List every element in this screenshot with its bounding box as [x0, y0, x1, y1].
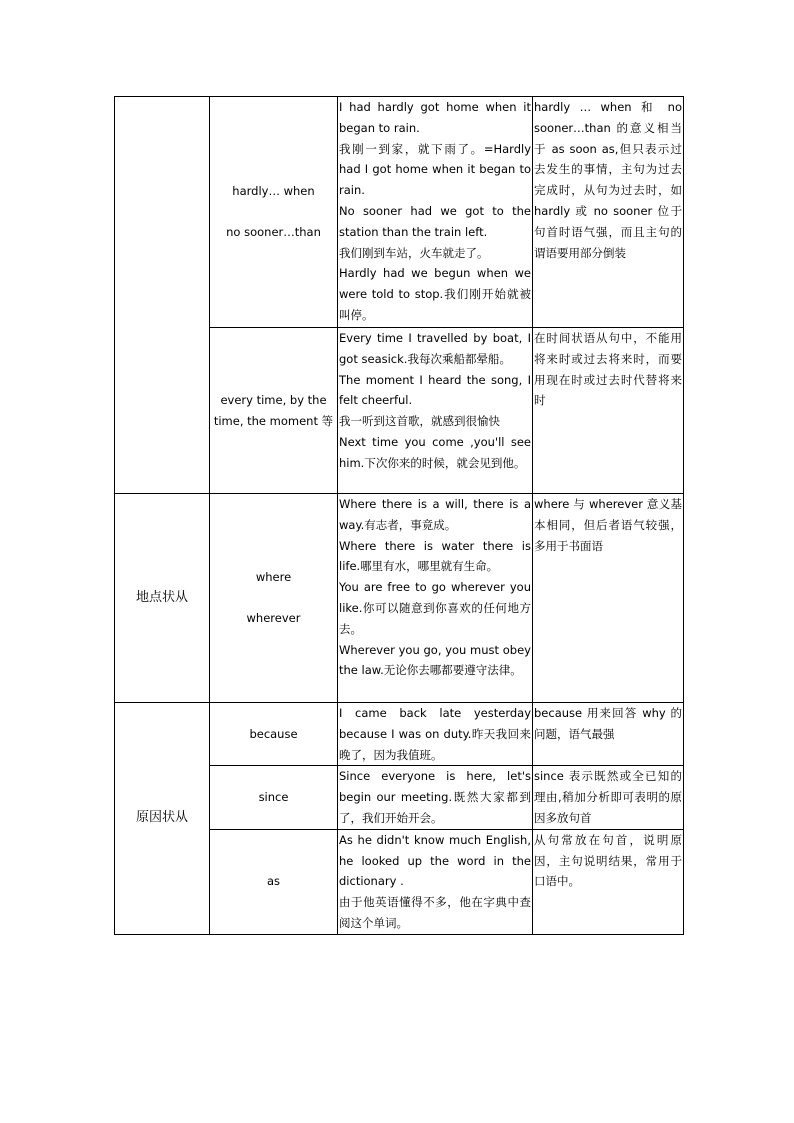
- example-text: The moment I heard the song, I felt cheerful.: [339, 372, 531, 408]
- note-text: 从句常放在句首，说明原因，主句说明结果，常用于口语中。: [534, 832, 682, 889]
- example-text: Since everyone is here, let's begin our meeting.既然大家都到了，我们开始开会。: [339, 769, 531, 825]
- example-text: As he didn't know much English, he looked up the word in the dictionary .: [339, 832, 531, 889]
- note-text: since 表示既然或全已知的理由,稍加分析即可表明的原因多放句首: [534, 769, 682, 825]
- example-text: I came back late yesterday because I was on duty.昨天我回来晚了，因为我值班。: [339, 706, 531, 762]
- keyword-cell: [210, 97, 338, 328]
- adverbial-clause-table: [114, 96, 684, 935]
- example-text: Hardly had we begun when we were told to stop.我们刚开始就被叫停。: [339, 266, 531, 322]
- category-cell: [115, 494, 210, 703]
- example-text: No sooner had we got to the station than the train left.: [339, 203, 531, 239]
- keyword: since: [258, 790, 289, 805]
- example-text: Where there is a will, there is a way.有志者，事竟成。: [339, 497, 531, 532]
- keyword-cell: [210, 328, 338, 494]
- keyword-cell: [210, 703, 338, 766]
- note-text: because 用来回答 why 的问题，语气最强: [534, 706, 682, 741]
- example-text: Wherever you go, you must obey the law.无论你去哪都要遵守法律。: [339, 642, 531, 678]
- category-cell: [115, 703, 210, 935]
- example-text: Every time I travelled by boat, I got seasick.我每次乘船都晕船。: [339, 331, 531, 366]
- keyword: because: [249, 726, 298, 741]
- keyword: hardly… when: [232, 184, 315, 199]
- example-cell: [338, 829, 533, 934]
- example-text: You are free to go wherever you like.你可以随意到你喜欢的任何地方去。: [339, 580, 531, 636]
- keyword: every time, by the time, the moment 等: [213, 392, 334, 428]
- table-row: [115, 97, 684, 328]
- table-row: [115, 494, 684, 703]
- example-cell: [338, 703, 533, 766]
- keyword: as: [266, 874, 281, 889]
- example-cell: [338, 328, 533, 494]
- category-label: 原因状从: [135, 809, 188, 825]
- example-text: 我一听到这首歌，就感到很愉快: [339, 414, 500, 429]
- note-cell: [533, 494, 684, 703]
- table-body: [115, 97, 684, 935]
- note-text: hardly … when 和 no sooner…than 的意义相当于 as soon as,但只表示过去发生的事情，主句为过去完成时，从句为过去时，如 hardly 或 no sooner 位于句首时语气强，而且主句的谓语要用部分倒装: [534, 100, 682, 260]
- example-text: Next time you come ,you'll see him.下次你来的时候，就会见到他。: [339, 434, 531, 470]
- example-cell: [338, 97, 533, 328]
- note-cell: [533, 829, 684, 934]
- keyword: where: [255, 570, 292, 585]
- note-text: where 与 wherever 意义基本相同，但后者语气较强，多用于书面语: [534, 497, 682, 553]
- keyword: no sooner…than: [226, 225, 321, 239]
- example-text: Where there is water there is life.哪里有水，哪里就有生命。: [339, 538, 531, 574]
- keyword: wherever: [246, 611, 301, 625]
- category-label: 地点状从: [135, 589, 188, 605]
- keyword-cell: [210, 766, 338, 829]
- category-cell: [115, 97, 210, 494]
- example-text: 由于他英语懂得不多，他在字典中查阅这个单词。: [339, 895, 531, 930]
- example-text: I had hardly got home when it began to rain.: [339, 100, 531, 135]
- example-text: 我们刚到车站，火车就走了。: [339, 245, 489, 260]
- keyword-cell: [210, 829, 338, 934]
- note-cell: [533, 703, 684, 766]
- example-cell: [338, 766, 533, 829]
- example-text: 我刚一到家，就下雨了。=Hardly had I got home when it began to rain.: [339, 141, 531, 198]
- table-row: [115, 703, 684, 766]
- note-cell: [533, 766, 684, 829]
- note-cell: [533, 97, 684, 328]
- keyword-cell: [210, 494, 338, 703]
- example-cell: [338, 494, 533, 703]
- note-cell: [533, 328, 684, 494]
- note-text: 在时间状语从句中，不能用将来时或过去将来时，而要用现在时或过去时代替将来时: [534, 331, 682, 408]
